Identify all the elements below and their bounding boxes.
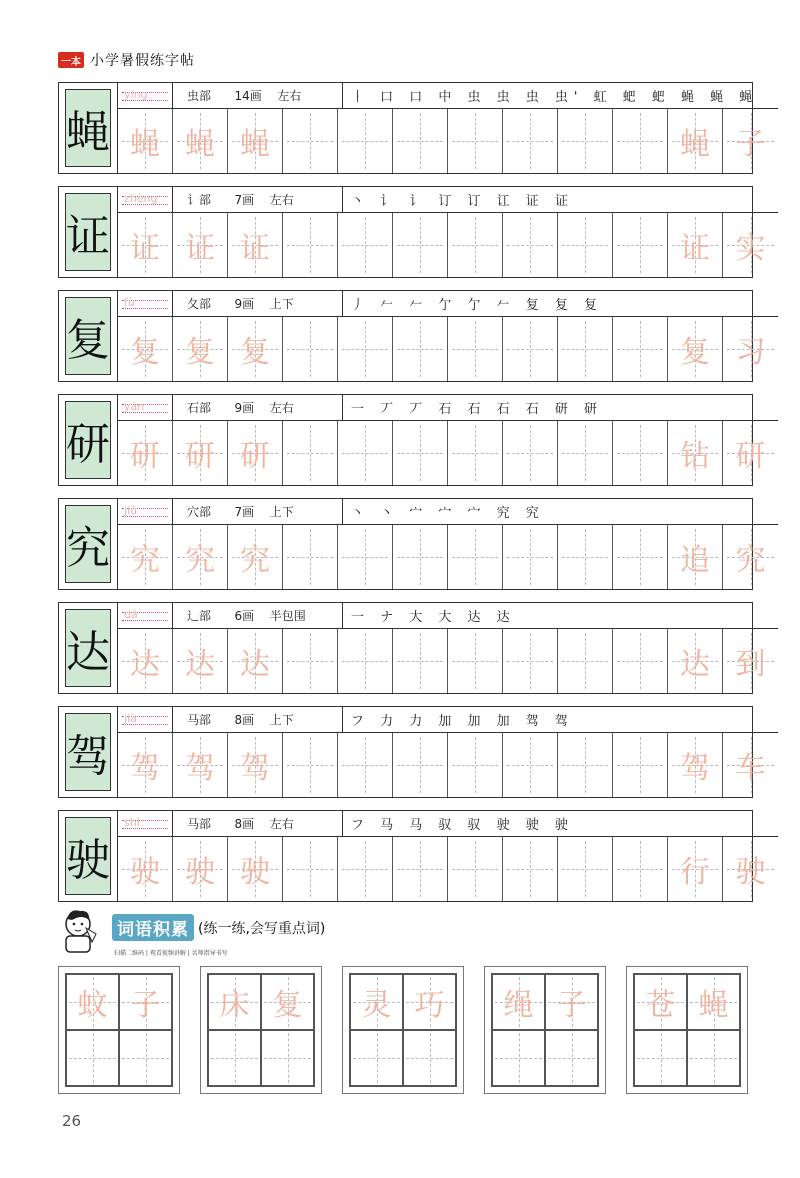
model-character: 达 <box>65 609 111 687</box>
pinyin-text: zhèng <box>124 192 158 205</box>
word-blank-cell[interactable] <box>208 1030 261 1086</box>
word-box <box>626 966 748 1094</box>
practice-cell[interactable] <box>338 837 393 901</box>
stroke-count: 7画 <box>234 193 255 207</box>
pinyin-text: jià <box>124 712 137 725</box>
practice-cell[interactable]: 驾 <box>228 733 283 797</box>
practice-cell[interactable]: 驾 <box>668 733 723 797</box>
character-meta <box>173 83 343 108</box>
structure: 半包围 <box>269 609 306 623</box>
practice-cell[interactable]: 蝇 <box>118 109 173 173</box>
practice-cell[interactable] <box>558 837 613 901</box>
practice-cell[interactable] <box>393 525 448 589</box>
character-entry <box>58 706 766 798</box>
stroke-order: 丿 𠂉 𠂉 亇 亇 𠂉 复 复 复 <box>351 298 604 313</box>
practice-cell[interactable] <box>448 733 503 797</box>
practice-cell[interactable] <box>503 109 558 173</box>
section-subtitle: (练一练,会写重点词) <box>198 920 326 937</box>
practice-cell[interactable] <box>448 525 503 589</box>
stroke-count: 9画 <box>234 297 255 311</box>
word-char-cell[interactable]: 绳 <box>492 974 545 1030</box>
practice-cell[interactable] <box>338 733 393 797</box>
practice-cell[interactable] <box>393 317 448 381</box>
pinyin-box[interactable] <box>118 811 173 836</box>
word-blank-cell[interactable] <box>119 1030 172 1086</box>
word-char-cell[interactable]: 灵 <box>350 974 403 1030</box>
section-badge: 词语积累 <box>112 914 194 941</box>
practice-cell[interactable]: 究 <box>723 525 778 589</box>
practice-cell[interactable] <box>503 837 558 901</box>
practice-cell[interactable] <box>393 837 448 901</box>
model-character-box <box>59 83 118 173</box>
practice-cell[interactable] <box>448 629 503 693</box>
pinyin-box[interactable] <box>118 291 173 316</box>
practice-cell[interactable] <box>338 525 393 589</box>
practice-cell[interactable]: 研 <box>118 421 173 485</box>
practice-cell[interactable]: 追 <box>668 525 723 589</box>
practice-grid <box>118 317 778 381</box>
stroke-count: 8画 <box>234 713 255 727</box>
character-meta <box>173 707 343 732</box>
character-meta <box>173 291 343 316</box>
pinyin-text: yíng <box>124 88 148 101</box>
practice-cell[interactable] <box>558 213 613 277</box>
stroke-order: 一 丆 丆 石 石 石 石 研 研 <box>351 402 604 417</box>
practice-cell[interactable] <box>283 421 338 485</box>
practice-cell[interactable]: 驾 <box>118 733 173 797</box>
pinyin-box[interactable] <box>118 499 173 524</box>
practice-cell[interactable] <box>338 421 393 485</box>
character-entry <box>58 290 766 382</box>
practice-cell[interactable]: 达 <box>118 629 173 693</box>
pinyin-text: jiū <box>124 504 138 517</box>
word-box <box>200 966 322 1094</box>
info-row <box>118 811 778 837</box>
practice-grid <box>118 109 778 173</box>
character-entry <box>58 498 766 590</box>
character-meta <box>173 499 343 524</box>
practice-cell[interactable] <box>448 213 503 277</box>
word-blank-cell[interactable] <box>403 1030 456 1086</box>
practice-cell[interactable] <box>613 421 668 485</box>
practice-cell[interactable] <box>503 733 558 797</box>
info-row <box>118 291 778 317</box>
stroke-count: 6画 <box>234 609 255 623</box>
radical: 夂部 <box>187 297 212 311</box>
word-blank-cell[interactable] <box>350 1030 403 1086</box>
model-character-box <box>59 603 118 693</box>
practice-cell[interactable] <box>613 213 668 277</box>
model-character: 究 <box>65 505 111 583</box>
practice-cell[interactable]: 复 <box>173 317 228 381</box>
practice-grid <box>118 733 778 797</box>
model-character: 驾 <box>65 713 111 791</box>
practice-grid <box>118 837 778 901</box>
practice-cell[interactable]: 实 <box>723 213 778 277</box>
practice-cell[interactable]: 习 <box>723 317 778 381</box>
pinyin-box[interactable] <box>118 187 173 212</box>
practice-cell[interactable] <box>393 733 448 797</box>
practice-cell[interactable] <box>503 213 558 277</box>
practice-cell[interactable] <box>558 317 613 381</box>
character-meta <box>173 395 343 420</box>
practice-cell[interactable] <box>283 213 338 277</box>
model-character: 研 <box>65 401 111 479</box>
radical: 讠部 <box>187 193 212 207</box>
page-number: 26 <box>62 1112 82 1130</box>
character-meta <box>173 187 343 212</box>
practice-cell[interactable]: 复 <box>668 317 723 381</box>
word-blank-cell[interactable] <box>634 1030 687 1086</box>
section-note: 扫描二维码 | 观看视频讲解 | 名师指导书写 <box>114 950 228 957</box>
pinyin-text: dá <box>124 608 138 621</box>
model-character: 证 <box>65 193 111 271</box>
model-character: 蝇 <box>65 89 111 167</box>
practice-cell[interactable] <box>283 525 338 589</box>
stroke-order: 丶 丶 宀 宀 宀 究 究 <box>351 506 545 521</box>
word-char-cell[interactable]: 蝇 <box>687 974 740 1030</box>
practice-cell[interactable]: 达 <box>228 629 283 693</box>
character-entry <box>58 602 766 694</box>
practice-cell[interactable]: 证 <box>173 213 228 277</box>
practice-cell[interactable] <box>393 629 448 693</box>
stroke-count: 8画 <box>234 817 255 831</box>
model-character: 驶 <box>65 817 111 895</box>
practice-cell[interactable]: 驶 <box>118 837 173 901</box>
stroke-order: フ 力 力 加 加 加 驾 驾 <box>351 714 574 729</box>
model-character-box <box>59 291 118 381</box>
practice-cell[interactable] <box>613 629 668 693</box>
character-meta <box>173 811 343 836</box>
practice-cell[interactable]: 驶 <box>228 837 283 901</box>
model-character-box <box>59 187 118 277</box>
pinyin-text: fù <box>124 296 135 309</box>
structure: 上下 <box>269 297 294 311</box>
word-box <box>342 966 464 1094</box>
word-accumulation-section <box>58 906 478 966</box>
info-row <box>118 499 778 525</box>
stroke-count: 7画 <box>234 505 255 519</box>
practice-cell[interactable]: 证 <box>668 213 723 277</box>
practice-grid <box>118 213 778 277</box>
practice-cell[interactable]: 研 <box>723 421 778 485</box>
structure: 左右 <box>269 193 294 207</box>
practice-cell[interactable]: 子 <box>723 109 778 173</box>
word-char-cell[interactable]: 子 <box>545 974 598 1030</box>
word-char-cell[interactable]: 子 <box>119 974 172 1030</box>
practice-cell[interactable] <box>503 629 558 693</box>
character-entry <box>58 394 766 486</box>
word-char-cell[interactable]: 巧 <box>403 974 456 1030</box>
word-blank-cell[interactable] <box>687 1030 740 1086</box>
page-header <box>58 48 195 72</box>
practice-grid <box>118 421 778 485</box>
practice-cell[interactable] <box>613 733 668 797</box>
word-blank-cell[interactable] <box>492 1030 545 1086</box>
practice-cell[interactable]: 驾 <box>173 733 228 797</box>
practice-cell[interactable] <box>613 317 668 381</box>
pinyin-box[interactable] <box>118 603 173 628</box>
practice-cell[interactable] <box>448 421 503 485</box>
practice-cell[interactable] <box>613 837 668 901</box>
stroke-order: 丶 讠 讠 订 订 讧 证 证 <box>351 194 574 209</box>
word-char-cell[interactable]: 蚊 <box>66 974 119 1030</box>
character-meta <box>173 603 343 628</box>
word-char-cell[interactable]: 复 <box>261 974 314 1030</box>
practice-cell[interactable]: 证 <box>228 213 283 277</box>
practice-cell[interactable]: 蝇 <box>173 109 228 173</box>
practice-cell[interactable]: 复 <box>118 317 173 381</box>
character-entry <box>58 810 766 902</box>
info-row <box>118 395 778 421</box>
character-entry <box>58 186 766 278</box>
practice-cell[interactable] <box>448 837 503 901</box>
book-title: 小学暑假练字帖 <box>90 53 195 69</box>
radical: 马部 <box>187 713 212 727</box>
pinyin-text: yán <box>124 400 145 413</box>
info-row <box>118 83 778 109</box>
word-blank-cell[interactable] <box>545 1030 598 1086</box>
stroke-order: フ 马 马 驭 驭 驶 驶 驶 <box>351 818 574 833</box>
practice-cell[interactable]: 钻 <box>668 421 723 485</box>
structure: 上下 <box>269 713 294 727</box>
stroke-order: 丨 口 口 中 虫 虫 虫 虫' 虹 蚆 蚆 蝇 蝇 蝇 <box>351 90 759 105</box>
structure: 左右 <box>269 401 294 415</box>
practice-cell[interactable] <box>558 525 613 589</box>
practice-cell[interactable]: 达 <box>668 629 723 693</box>
practice-cell[interactable]: 达 <box>173 629 228 693</box>
pinyin-text: shǐ <box>124 816 140 829</box>
word-char-cell[interactable]: 床 <box>208 974 261 1030</box>
word-char-cell[interactable]: 苍 <box>634 974 687 1030</box>
practice-cell[interactable]: 研 <box>228 421 283 485</box>
model-character-box <box>59 707 118 797</box>
practice-cell[interactable]: 蝇 <box>668 109 723 173</box>
practice-cell[interactable]: 究 <box>118 525 173 589</box>
practice-cell[interactable] <box>558 733 613 797</box>
practice-grid <box>118 525 778 589</box>
practice-cell[interactable] <box>393 109 448 173</box>
structure: 上下 <box>269 505 294 519</box>
practice-cell[interactable] <box>283 109 338 173</box>
model-character-box <box>59 811 118 901</box>
pinyin-box[interactable] <box>118 395 173 420</box>
practice-cell[interactable] <box>283 317 338 381</box>
stroke-count: 14画 <box>234 89 262 103</box>
practice-cell[interactable] <box>558 109 613 173</box>
section-heading <box>112 914 325 941</box>
radical: 马部 <box>187 817 212 831</box>
pinyin-box[interactable] <box>118 707 173 732</box>
radical: 虫部 <box>187 89 212 103</box>
practice-cell[interactable] <box>338 317 393 381</box>
info-row <box>118 707 778 733</box>
word-box <box>58 966 180 1094</box>
brand-logo: 一本 <box>58 52 84 68</box>
practice-cell[interactable] <box>503 421 558 485</box>
practice-cell[interactable]: 究 <box>228 525 283 589</box>
structure: 左右 <box>277 89 302 103</box>
practice-cell[interactable] <box>558 421 613 485</box>
practice-cell[interactable] <box>448 109 503 173</box>
practice-cell[interactable]: 复 <box>228 317 283 381</box>
info-row <box>118 603 778 629</box>
model-character-box <box>59 499 118 589</box>
practice-cell[interactable] <box>503 317 558 381</box>
info-row <box>118 187 778 213</box>
practice-cell[interactable] <box>393 213 448 277</box>
practice-cell[interactable] <box>283 629 338 693</box>
practice-cell[interactable] <box>613 525 668 589</box>
practice-cell[interactable]: 研 <box>173 421 228 485</box>
word-blank-cell[interactable] <box>66 1030 119 1086</box>
structure: 左右 <box>269 817 294 831</box>
pinyin-box[interactable] <box>118 83 173 108</box>
practice-cell[interactable] <box>393 421 448 485</box>
practice-cell[interactable]: 到 <box>723 629 778 693</box>
practice-cell[interactable]: 究 <box>173 525 228 589</box>
practice-cell[interactable]: 证 <box>118 213 173 277</box>
practice-cell[interactable]: 蝇 <box>228 109 283 173</box>
practice-cell[interactable] <box>338 213 393 277</box>
practice-cell[interactable]: 行 <box>668 837 723 901</box>
practice-cell[interactable] <box>338 629 393 693</box>
practice-grid <box>118 629 778 693</box>
radical: 穴部 <box>187 505 212 519</box>
word-box <box>484 966 606 1094</box>
practice-cell[interactable]: 驶 <box>723 837 778 901</box>
practice-cell[interactable]: 车 <box>723 733 778 797</box>
practice-cell[interactable] <box>338 109 393 173</box>
character-entry <box>58 82 766 174</box>
practice-cell[interactable] <box>558 629 613 693</box>
stroke-order: 一 ナ 大 大 达 达 <box>351 610 516 625</box>
practice-cell[interactable] <box>283 837 338 901</box>
model-character: 复 <box>65 297 111 375</box>
practice-cell[interactable] <box>503 525 558 589</box>
practice-cell[interactable] <box>613 109 668 173</box>
practice-cell[interactable] <box>283 733 338 797</box>
radical: 石部 <box>187 401 212 415</box>
stroke-count: 9画 <box>234 401 255 415</box>
boy-reading-icon <box>58 906 106 954</box>
model-character-box <box>59 395 118 485</box>
practice-cell[interactable] <box>448 317 503 381</box>
word-blank-cell[interactable] <box>261 1030 314 1086</box>
radical: 辶部 <box>187 609 212 623</box>
practice-cell[interactable]: 驶 <box>173 837 228 901</box>
